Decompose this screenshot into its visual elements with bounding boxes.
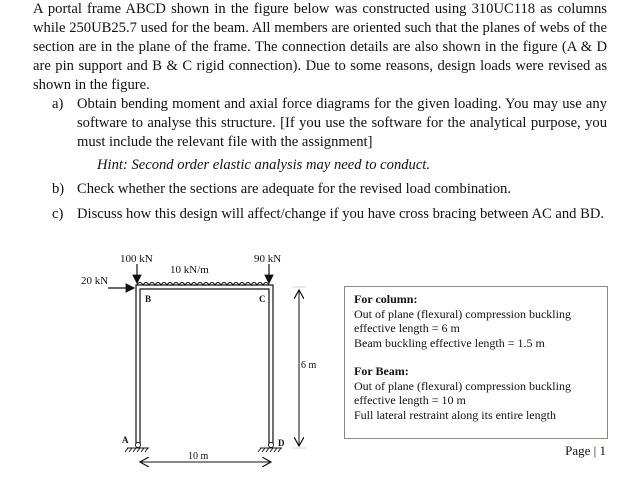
question-text: Discuss how this design will affect/change if you have cross bracing between AC and BD.: [77, 206, 605, 222]
node-c-label: C: [259, 294, 266, 304]
frame-members: [136, 285, 273, 445]
load-b-label: 100 kN: [120, 253, 153, 265]
hint-text: Hint: Second order elastic analysis may need to conduct.: [97, 157, 431, 173]
column-note-line: Beam buckling effective length = 1.5 m: [354, 335, 545, 350]
load-c-label: 90 kN: [254, 253, 282, 265]
question-label: a): [52, 96, 64, 112]
column-note-line: Out of plane (flexural) compression buckling: [354, 306, 571, 321]
question-text: Obtain bending moment and axial force diagrams for the given loading. You may use any software to analyse this structure. [If you use the software for the analytical purpose, you must include the relevant file with the assignment]: [77, 96, 607, 150]
question-label: b): [52, 181, 65, 197]
beam-note-line: Full lateral restraint along its entire length: [354, 407, 556, 422]
column-note-line: effective length = 6 m: [354, 321, 460, 335]
height-label: 6 m: [301, 360, 317, 371]
buckling-notes-box: [344, 286, 608, 439]
page-number: Page | 1: [565, 443, 606, 458]
horizontal-load-label: 20 kN: [81, 275, 109, 287]
span-label: 10 m: [188, 451, 209, 462]
node-a-label: A: [122, 435, 129, 445]
node-b-label: B: [145, 294, 152, 304]
beam-note-line: Out of plane (flexural) compression buckling: [354, 378, 571, 393]
beam-notes-title: For Beam:: [354, 364, 409, 378]
beam-note-line: effective length = 10 m: [354, 393, 466, 407]
pin-support-a: [125, 443, 149, 453]
question-text: Check whether the sections are adequate for the revised load combination.: [77, 181, 512, 197]
question-label: c): [52, 206, 64, 222]
udl-label: 10 kN/m: [170, 264, 209, 276]
node-d-label: D: [278, 438, 285, 448]
column-notes-title: For column:: [354, 292, 418, 306]
intro-paragraph: A portal frame ABCD shown in the figure below was constructed using 310UC118 as columns while 250UB25.7 used for the beam. All members are oriented such that the planes of webs of the section are in the plane of the frame. The connection details are also shown in the figure (A & D are pin support and B & C rigid connection). Due to some reasons, design loads were revised as shown in the figure.: [33, 1, 607, 93]
